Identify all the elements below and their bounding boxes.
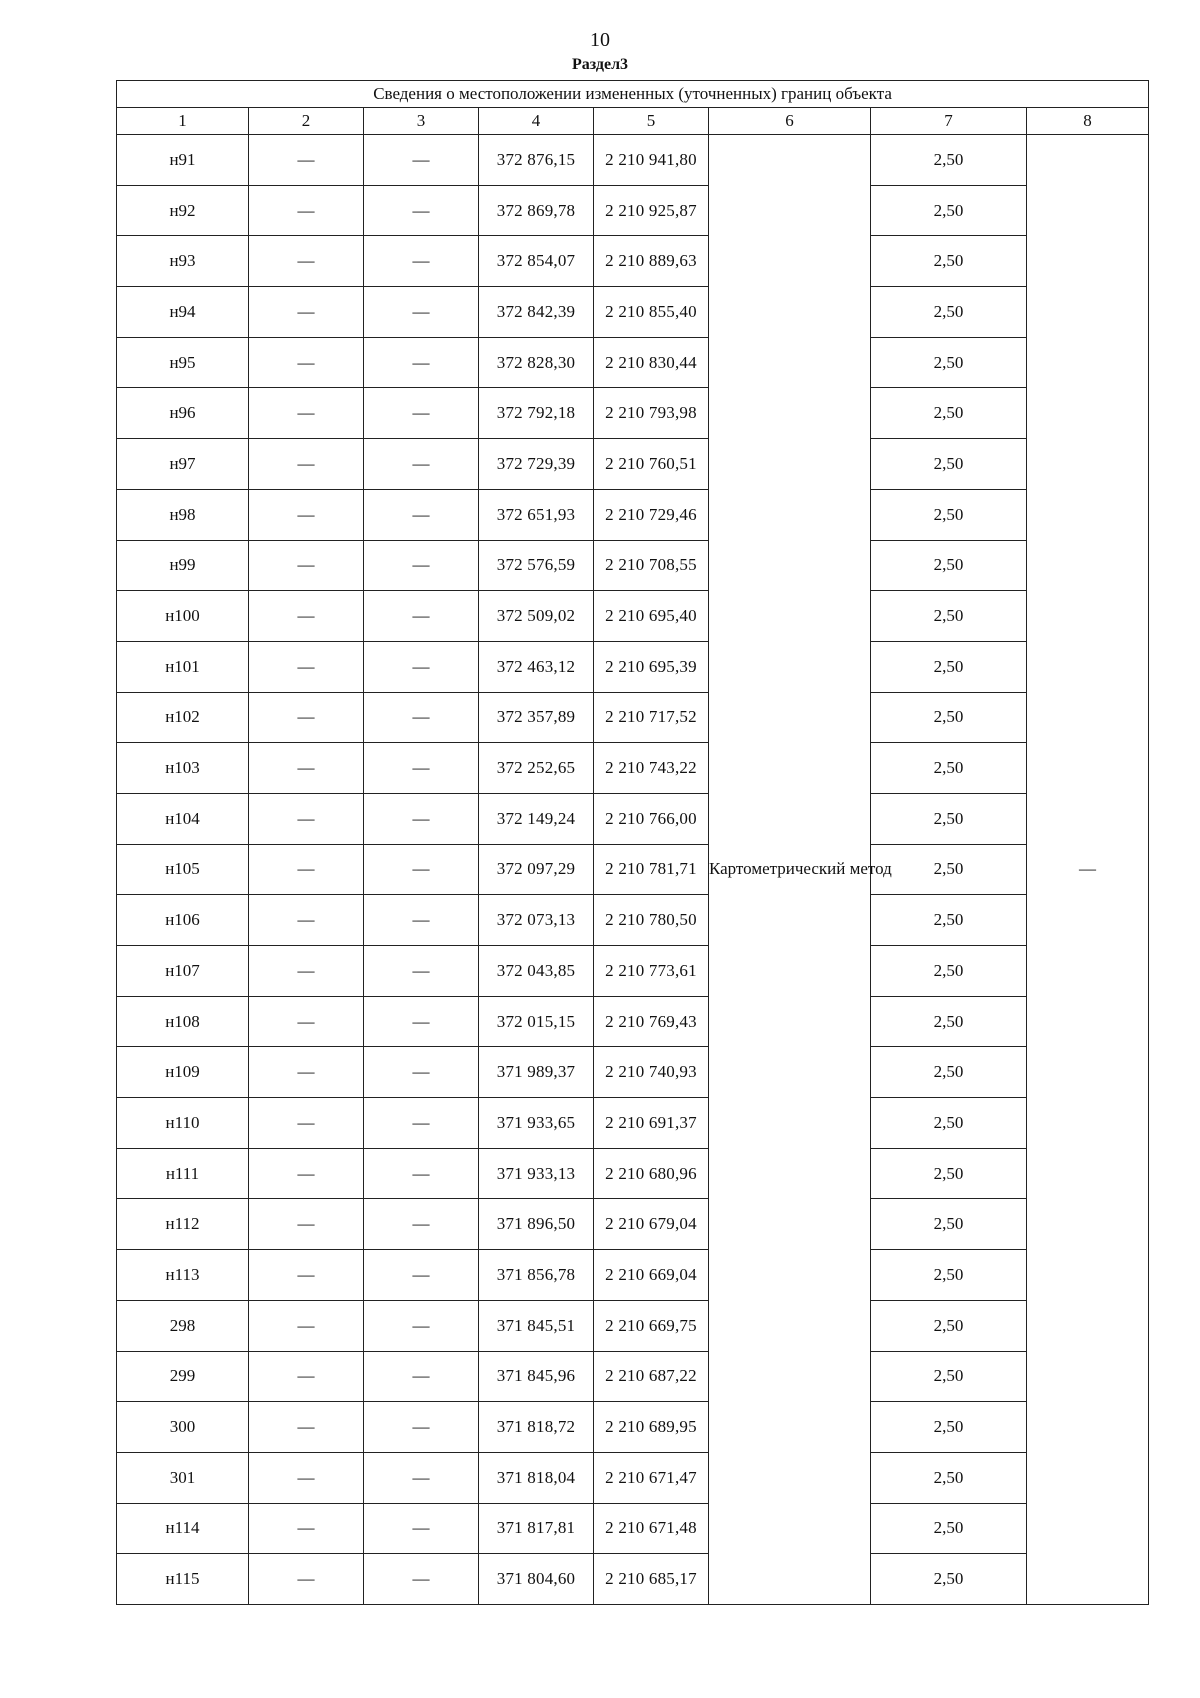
y-coordinate-cell: 2 210 925,87	[594, 185, 709, 236]
col2-cell: —	[249, 1250, 364, 1301]
table-row	[117, 1351, 1149, 1402]
precision-cell: 2,50	[871, 1250, 1027, 1301]
col2-cell: —	[249, 185, 364, 236]
col2-cell: —	[249, 1199, 364, 1250]
x-coordinate-cell: 372 876,15	[479, 135, 594, 186]
column-header-7: 7	[871, 108, 1027, 135]
column-header-3: 3	[364, 108, 479, 135]
x-coordinate-cell: 371 856,78	[479, 1250, 594, 1301]
y-coordinate-cell: 2 210 685,17	[594, 1554, 709, 1605]
precision-cell: 2,50	[871, 489, 1027, 540]
x-coordinate-cell: 372 509,02	[479, 591, 594, 642]
col3-cell: —	[364, 641, 479, 692]
col3-cell: —	[364, 1047, 479, 1098]
col3-cell: —	[364, 1402, 479, 1453]
col3-cell: —	[364, 1452, 479, 1503]
table-row	[117, 996, 1149, 1047]
y-coordinate-cell: 2 210 671,47	[594, 1452, 709, 1503]
col2-cell: —	[249, 489, 364, 540]
precision-cell: 2,50	[871, 540, 1027, 591]
point-cell: н99	[117, 540, 249, 591]
precision-cell: 2,50	[871, 1047, 1027, 1098]
precision-cell: 2,50	[871, 287, 1027, 338]
x-coordinate-cell: 372 357,89	[479, 692, 594, 743]
y-coordinate-cell: 2 210 695,40	[594, 591, 709, 642]
table-row	[117, 1148, 1149, 1199]
x-coordinate-cell: 372 073,13	[479, 895, 594, 946]
table-row	[117, 743, 1149, 794]
point-cell: н94	[117, 287, 249, 338]
x-coordinate-cell: 372 869,78	[479, 185, 594, 236]
point-cell: н104	[117, 793, 249, 844]
table-row	[117, 1047, 1149, 1098]
col2-cell: —	[249, 692, 364, 743]
point-cell: н92	[117, 185, 249, 236]
table-row	[117, 236, 1149, 287]
table-body	[117, 135, 1149, 1605]
point-cell: 301	[117, 1452, 249, 1503]
precision-cell: 2,50	[871, 1503, 1027, 1554]
y-coordinate-cell: 2 210 671,48	[594, 1503, 709, 1554]
precision-cell: 2,50	[871, 1199, 1027, 1250]
col2-cell: —	[249, 1300, 364, 1351]
col3-cell: —	[364, 793, 479, 844]
col3-cell: —	[364, 844, 479, 895]
table-row	[117, 641, 1149, 692]
col2-cell: —	[249, 1402, 364, 1453]
table-row	[117, 844, 1149, 895]
y-coordinate-cell: 2 210 729,46	[594, 489, 709, 540]
col2-cell: —	[249, 591, 364, 642]
table-row	[117, 1098, 1149, 1149]
y-coordinate-cell: 2 210 760,51	[594, 439, 709, 490]
table-row	[117, 895, 1149, 946]
y-coordinate-cell: 2 210 669,75	[594, 1300, 709, 1351]
col3-cell: —	[364, 1554, 479, 1605]
col3-cell: —	[364, 540, 479, 591]
col2-cell: —	[249, 388, 364, 439]
x-coordinate-cell: 372 149,24	[479, 793, 594, 844]
point-cell: н108	[117, 996, 249, 1047]
table-row	[117, 388, 1149, 439]
col3-cell: —	[364, 591, 479, 642]
x-coordinate-cell: 371 896,50	[479, 1199, 594, 1250]
x-coordinate-cell: 372 043,85	[479, 946, 594, 997]
precision-cell: 2,50	[871, 1452, 1027, 1503]
table-row	[117, 1199, 1149, 1250]
precision-cell: 2,50	[871, 388, 1027, 439]
col3-cell: —	[364, 743, 479, 794]
precision-cell: 2,50	[871, 844, 1027, 895]
col8-cell: —	[1027, 135, 1149, 1605]
col3-cell: —	[364, 1148, 479, 1199]
table-row	[117, 1554, 1149, 1605]
table-row	[117, 591, 1149, 642]
y-coordinate-cell: 2 210 769,43	[594, 996, 709, 1047]
table-row	[117, 540, 1149, 591]
y-coordinate-cell: 2 210 766,00	[594, 793, 709, 844]
x-coordinate-cell: 372 828,30	[479, 337, 594, 388]
col2-cell: —	[249, 946, 364, 997]
table-row	[117, 135, 1149, 186]
col2-cell: —	[249, 1452, 364, 1503]
col2-cell: —	[249, 1148, 364, 1199]
precision-cell: 2,50	[871, 185, 1027, 236]
y-coordinate-cell: 2 210 708,55	[594, 540, 709, 591]
point-cell: 299	[117, 1351, 249, 1402]
boundary-coordinates-table	[116, 80, 1149, 1605]
table-row	[117, 489, 1149, 540]
col3-cell: —	[364, 1351, 479, 1402]
x-coordinate-cell: 372 576,59	[479, 540, 594, 591]
table-row	[117, 1503, 1149, 1554]
point-cell: н110	[117, 1098, 249, 1149]
col3-cell: —	[364, 287, 479, 338]
col3-cell: —	[364, 895, 479, 946]
point-cell: н115	[117, 1554, 249, 1605]
x-coordinate-cell: 371 818,72	[479, 1402, 594, 1453]
precision-cell: 2,50	[871, 1148, 1027, 1199]
table-row	[117, 185, 1149, 236]
y-coordinate-cell: 2 210 680,96	[594, 1148, 709, 1199]
table-row	[117, 692, 1149, 743]
table-row	[117, 793, 1149, 844]
col2-cell: —	[249, 1351, 364, 1402]
precision-cell: 2,50	[871, 692, 1027, 743]
y-coordinate-cell: 2 210 740,93	[594, 1047, 709, 1098]
column-header-4: 4	[479, 108, 594, 135]
col2-cell: —	[249, 236, 364, 287]
x-coordinate-cell: 372 729,39	[479, 439, 594, 490]
point-cell: н114	[117, 1503, 249, 1554]
col2-cell: —	[249, 844, 364, 895]
x-coordinate-cell: 371 818,04	[479, 1452, 594, 1503]
y-coordinate-cell: 2 210 691,37	[594, 1098, 709, 1149]
column-number-row	[117, 108, 1149, 135]
col3-cell: —	[364, 1503, 479, 1554]
point-cell: н102	[117, 692, 249, 743]
col3-cell: —	[364, 489, 479, 540]
table-row	[117, 287, 1149, 338]
col2-cell: —	[249, 1503, 364, 1554]
precision-cell: 2,50	[871, 439, 1027, 490]
precision-cell: 2,50	[871, 1554, 1027, 1605]
point-cell: н97	[117, 439, 249, 490]
table-caption: Сведения о местоположении измененных (уточненных) границ объекта	[117, 81, 1149, 108]
point-cell: н105	[117, 844, 249, 895]
x-coordinate-cell: 372 842,39	[479, 287, 594, 338]
x-coordinate-cell: 371 933,65	[479, 1098, 594, 1149]
y-coordinate-cell: 2 210 773,61	[594, 946, 709, 997]
y-coordinate-cell: 2 210 941,80	[594, 135, 709, 186]
column-header-1: 1	[117, 108, 249, 135]
method-cell: Картометрический метод	[709, 135, 871, 1605]
point-cell: н109	[117, 1047, 249, 1098]
col3-cell: —	[364, 337, 479, 388]
col3-cell: —	[364, 1098, 479, 1149]
col2-cell: —	[249, 996, 364, 1047]
precision-cell: 2,50	[871, 135, 1027, 186]
point-cell: н100	[117, 591, 249, 642]
y-coordinate-cell: 2 210 855,40	[594, 287, 709, 338]
point-cell: н101	[117, 641, 249, 692]
y-coordinate-cell: 2 210 717,52	[594, 692, 709, 743]
x-coordinate-cell: 371 933,13	[479, 1148, 594, 1199]
point-cell: н111	[117, 1148, 249, 1199]
x-coordinate-cell: 371 804,60	[479, 1554, 594, 1605]
col3-cell: —	[364, 135, 479, 186]
y-coordinate-cell: 2 210 679,04	[594, 1199, 709, 1250]
col2-cell: —	[249, 337, 364, 388]
col2-cell: —	[249, 439, 364, 490]
column-header-8: 8	[1027, 108, 1149, 135]
precision-cell: 2,50	[871, 1402, 1027, 1453]
point-cell: н106	[117, 895, 249, 946]
precision-cell: 2,50	[871, 1351, 1027, 1402]
x-coordinate-cell: 371 989,37	[479, 1047, 594, 1098]
point-cell: н113	[117, 1250, 249, 1301]
x-coordinate-cell: 372 015,15	[479, 996, 594, 1047]
page-number: 10	[590, 29, 610, 51]
y-coordinate-cell: 2 210 687,22	[594, 1351, 709, 1402]
col3-cell: —	[364, 1199, 479, 1250]
col2-cell: —	[249, 743, 364, 794]
precision-cell: 2,50	[871, 591, 1027, 642]
col3-cell: —	[364, 185, 479, 236]
col3-cell: —	[364, 996, 479, 1047]
precision-cell: 2,50	[871, 946, 1027, 997]
y-coordinate-cell: 2 210 780,50	[594, 895, 709, 946]
table-row	[117, 1452, 1149, 1503]
point-cell: н98	[117, 489, 249, 540]
x-coordinate-cell: 372 097,29	[479, 844, 594, 895]
point-cell: н107	[117, 946, 249, 997]
precision-cell: 2,50	[871, 996, 1027, 1047]
col3-cell: —	[364, 1300, 479, 1351]
col2-cell: —	[249, 135, 364, 186]
point-cell: н95	[117, 337, 249, 388]
point-cell: н96	[117, 388, 249, 439]
col3-cell: —	[364, 1250, 479, 1301]
table-row	[117, 1250, 1149, 1301]
col2-cell: —	[249, 895, 364, 946]
col3-cell: —	[364, 946, 479, 997]
y-coordinate-cell: 2 210 830,44	[594, 337, 709, 388]
column-header-2: 2	[249, 108, 364, 135]
col2-cell: —	[249, 287, 364, 338]
precision-cell: 2,50	[871, 1300, 1027, 1351]
col2-cell: —	[249, 1047, 364, 1098]
col3-cell: —	[364, 388, 479, 439]
point-cell: 300	[117, 1402, 249, 1453]
point-cell: 298	[117, 1300, 249, 1351]
precision-cell: 2,50	[871, 1098, 1027, 1149]
section-title: Раздел3	[571, 56, 629, 73]
y-coordinate-cell: 2 210 781,71	[594, 844, 709, 895]
col2-cell: —	[249, 641, 364, 692]
col3-cell: —	[364, 692, 479, 743]
col2-cell: —	[249, 540, 364, 591]
table-row	[117, 1300, 1149, 1351]
point-cell: н112	[117, 1199, 249, 1250]
col3-cell: —	[364, 236, 479, 287]
precision-cell: 2,50	[871, 793, 1027, 844]
point-cell: н103	[117, 743, 249, 794]
x-coordinate-cell: 372 854,07	[479, 236, 594, 287]
precision-cell: 2,50	[871, 337, 1027, 388]
table-row	[117, 439, 1149, 490]
precision-cell: 2,50	[871, 743, 1027, 794]
x-coordinate-cell: 371 845,96	[479, 1351, 594, 1402]
x-coordinate-cell: 372 792,18	[479, 388, 594, 439]
x-coordinate-cell: 371 845,51	[479, 1300, 594, 1351]
x-coordinate-cell: 371 817,81	[479, 1503, 594, 1554]
precision-cell: 2,50	[871, 236, 1027, 287]
y-coordinate-cell: 2 210 889,63	[594, 236, 709, 287]
table-row	[117, 337, 1149, 388]
table-row	[117, 1402, 1149, 1453]
col2-cell: —	[249, 793, 364, 844]
x-coordinate-cell: 372 463,12	[479, 641, 594, 692]
column-header-6: 6	[709, 108, 871, 135]
y-coordinate-cell: 2 210 793,98	[594, 388, 709, 439]
col2-cell: —	[249, 1098, 364, 1149]
precision-cell: 2,50	[871, 641, 1027, 692]
column-header-5: 5	[594, 108, 709, 135]
table-row	[117, 946, 1149, 997]
y-coordinate-cell: 2 210 689,95	[594, 1402, 709, 1453]
y-coordinate-cell: 2 210 743,22	[594, 743, 709, 794]
y-coordinate-cell: 2 210 669,04	[594, 1250, 709, 1301]
precision-cell: 2,50	[871, 895, 1027, 946]
col3-cell: —	[364, 439, 479, 490]
x-coordinate-cell: 372 252,65	[479, 743, 594, 794]
col2-cell: —	[249, 1554, 364, 1605]
point-cell: н91	[117, 135, 249, 186]
y-coordinate-cell: 2 210 695,39	[594, 641, 709, 692]
point-cell: н93	[117, 236, 249, 287]
x-coordinate-cell: 372 651,93	[479, 489, 594, 540]
